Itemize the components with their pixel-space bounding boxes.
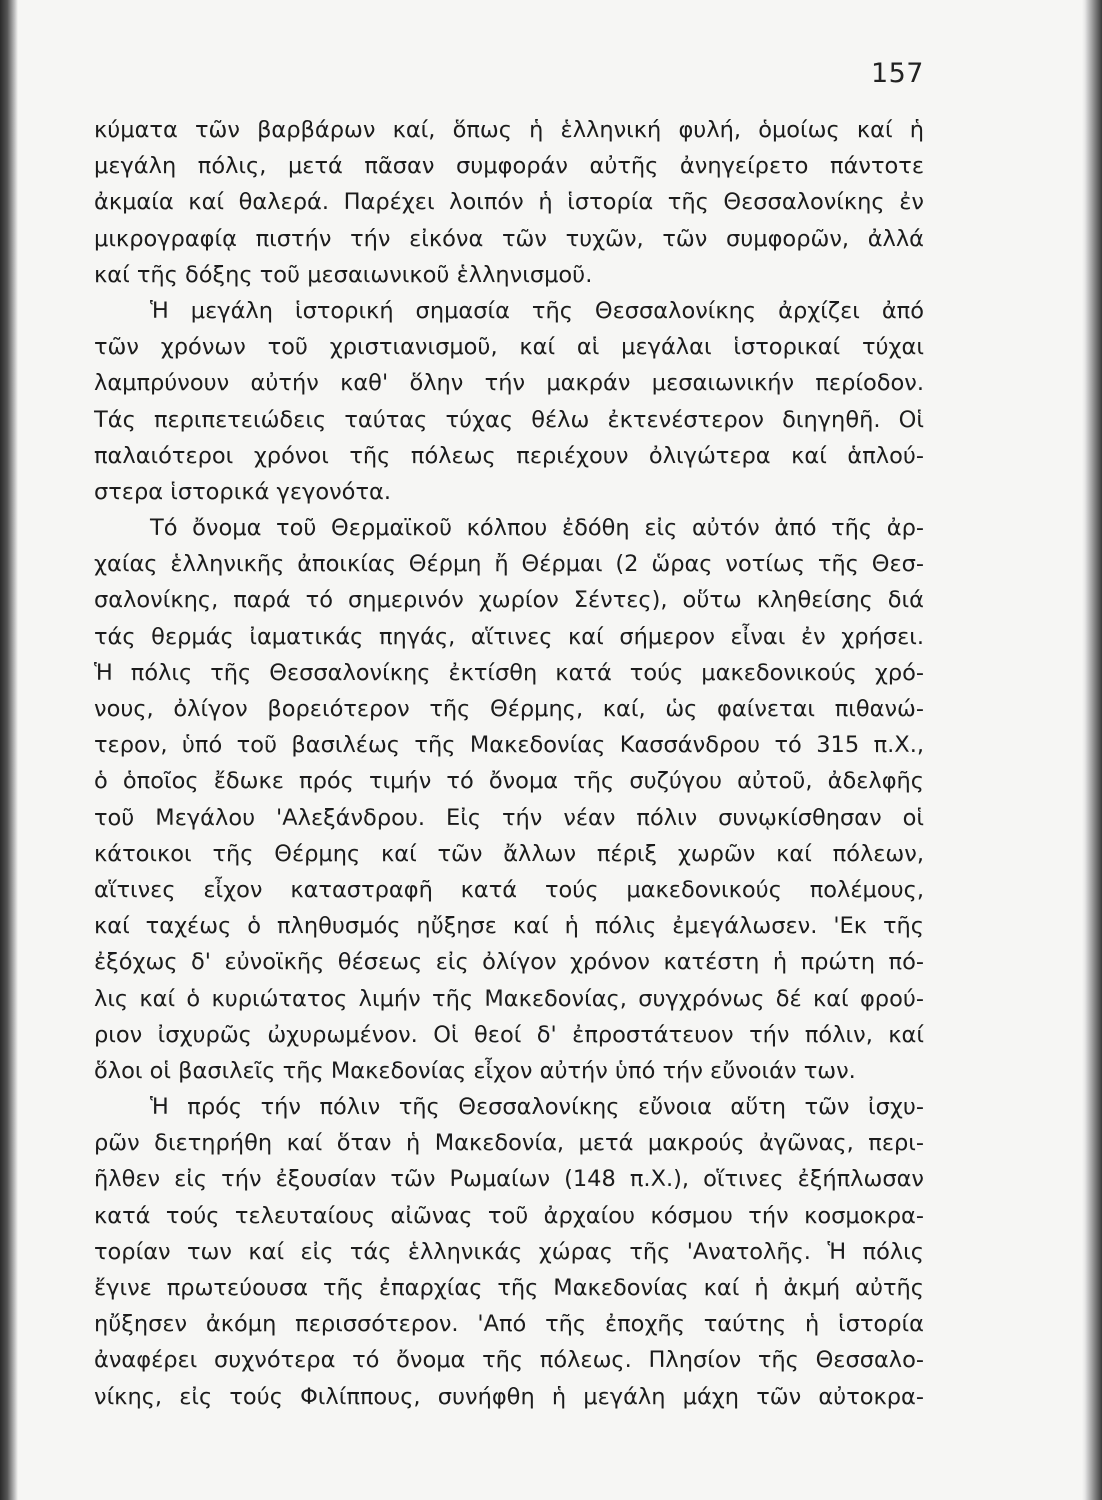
text-line: λις καί ὁ κυριώτατος λιμήν τῆς Μακεδονίας, συγχρόνως δέ καί φρού- xyxy=(94,985,924,1012)
text-line: χαίας ἑλληνικῆς ἀποικίας Θέρμη ἤ Θέρμαι (2 ὥρας νοτίως τῆς Θεσ- xyxy=(94,551,924,578)
text-line: ἀκμαία καί θαλερά. Παρέχει λοιπόν ἡ ἱστορία τῆς Θεσσαλονίκης ἐν xyxy=(94,189,924,216)
body-text xyxy=(94,112,924,1415)
text-line: Ἡ πόλις τῆς Θεσσαλονίκης ἐκτίσθη κατά τούς μακεδονικούς χρό- xyxy=(94,659,924,686)
text-line: ηὔξησεν ἀκόμη περισσότερον. 'Από τῆς ἐποχῆς ταύτης ἡ ἱστορία xyxy=(94,1311,924,1338)
text-line: Ἡ μεγάλη ἱστορική σημασία τῆς Θεσσαλονίκης ἀρχίζει ἀπό xyxy=(150,297,924,324)
text-line: Τάς περιπετειώδεις ταύτας τύχας θέλω ἐκτενέστερον διηγηθῆ. Οἱ xyxy=(94,406,924,433)
text-line: καί τῆς δόξης τοῦ μεσαιωνικοῦ ἑλληνισμοῦ. xyxy=(94,261,593,288)
text-line: μικρογραφίᾳ πιστήν τήν εἰκόνα τῶν τυχῶν, τῶν συμφορῶν, ἀλλά xyxy=(94,225,924,252)
scan-edge-right xyxy=(1082,0,1102,1500)
text-line: στερα ἱστορικά γεγονότα. xyxy=(94,478,391,505)
text-line: ὅλοι οἱ βασιλεῖς τῆς Μακεδονίας εἶχον αὐτήν ὑπό τήν εὔνοιάν των. xyxy=(94,1057,856,1084)
text-line: σαλονίκης, παρά τό σημερινόν χωρίον Σέντες), οὕτω κληθείσης διά xyxy=(94,587,924,614)
text-line: τοῦ Μεγάλου 'Αλεξάνδρου. Εἰς τήν νέαν πόλιν συνῳκίσθησαν οἱ xyxy=(94,804,924,831)
text-line: παλαιότεροι χρόνοι τῆς πόλεως περιέχουν ὀλιγώτερα καί ἁπλού- xyxy=(94,442,924,469)
text-line: ρῶν διετηρήθη καί ὅταν ἡ Μακεδονία, μετά μακρούς ἀγῶνας, περι- xyxy=(94,1130,924,1157)
text-line: τῶν χρόνων τοῦ χριστιανισμοῦ, καί αἱ μεγάλαι ἱστορικαί τύχαι xyxy=(94,334,924,361)
text-line: τάς θερμάς ἰαματικάς πηγάς, αἵτινες καί σήμερον εἶναι ἐν χρήσει. xyxy=(94,623,924,650)
text-line: νίκης, εἰς τούς Φιλίππους, συνήφθη ἡ μεγάλη μάχη τῶν αὐτοκρα- xyxy=(94,1383,924,1410)
text-line: λαμπρύνουν αὐτήν καθ' ὅλην τήν μακράν μεσαιωνικήν περίοδον. xyxy=(94,370,924,397)
text-line: ριον ἰσχυρῶς ὠχυρωμένον. Οἱ θεοί δ' ἐπροστάτευον τήν πόλιν, καί xyxy=(94,1021,924,1048)
text-line: ἀναφέρει συχνότερα τό ὄνομα τῆς πόλεως. Πλησίον τῆς Θεσσαλο- xyxy=(94,1347,924,1374)
text-line: ἐξόχως δ' εὐνοϊκῆς θέσεως εἰς ὀλίγον χρόνον κατέστη ἡ πρώτη πό- xyxy=(94,949,924,976)
text-line: ἔγινε πρωτεύουσα τῆς ἐπαρχίας τῆς Μακεδονίας καί ἡ ἀκμή αὐτῆς xyxy=(94,1275,924,1301)
text-line: νους, ὀλίγον βορειότερον τῆς Θέρμης, καί, ὡς φαίνεται πιθανώ- xyxy=(94,696,924,722)
text-line: τερον, ὑπό τοῦ βασιλέως τῆς Μακεδονίας Κασσάνδρου τό 315 π.Χ., xyxy=(94,732,924,759)
text-line: αἵτινες εἶχον καταστραφῆ κατά τούς μακεδονικούς πολέμους, xyxy=(94,876,924,903)
text-line: κύματα τῶν βαρβάρων καί, ὅπως ἡ ἑλληνική φυλή, ὁμοίως καί ἡ xyxy=(94,117,924,143)
page-number: 157 xyxy=(870,58,924,89)
text-line: κάτοικοι τῆς Θέρμης καί τῶν ἄλλων πέριξ χωρῶν καί πόλεων, xyxy=(94,840,924,867)
text-line: μεγάλη πόλις, μετά πᾶσαν συμφοράν αὐτῆς ἀνηγείρετο πάντοτε xyxy=(94,153,924,180)
text-line: ῆλθεν εἰς τήν ἐξουσίαν τῶν Ρωμαίων (148 π.Χ.), οἵτινες ἐξήπλωσαν xyxy=(94,1166,924,1193)
text-line: ὁ ὁποῖος ἔδωκε πρός τιμήν τό ὄνομα τῆς συζύγου αὐτοῦ, ἀδελφῆς xyxy=(94,768,924,795)
text-line: τορίαν των καί εἰς τάς ἑλληνικάς χώρας τῆς 'Ανατολῆς. Ἡ πόλις xyxy=(94,1238,924,1265)
text-line: Ἡ πρός τήν πόλιν τῆς Θεσσαλονίκης εὔνοια αὕτη τῶν ἰσχυ- xyxy=(150,1094,924,1121)
text-line: κατά τούς τελευταίους αἰῶνας τοῦ ἀρχαίου κόσμου τήν κοσμοκρα- xyxy=(94,1202,924,1229)
text-line: καί ταχέως ὁ πληθυσμός ηὔξησε καί ἡ πόλις ἐμεγάλωσεν. 'Εκ τῆς xyxy=(94,913,924,940)
scan-edge-left xyxy=(0,0,18,1500)
text-line: Τό ὄνομα τοῦ Θερμαϊκοῦ κόλπου ἐδόθη εἰς αὐτόν ἀπό τῆς ἀρ- xyxy=(150,515,924,542)
